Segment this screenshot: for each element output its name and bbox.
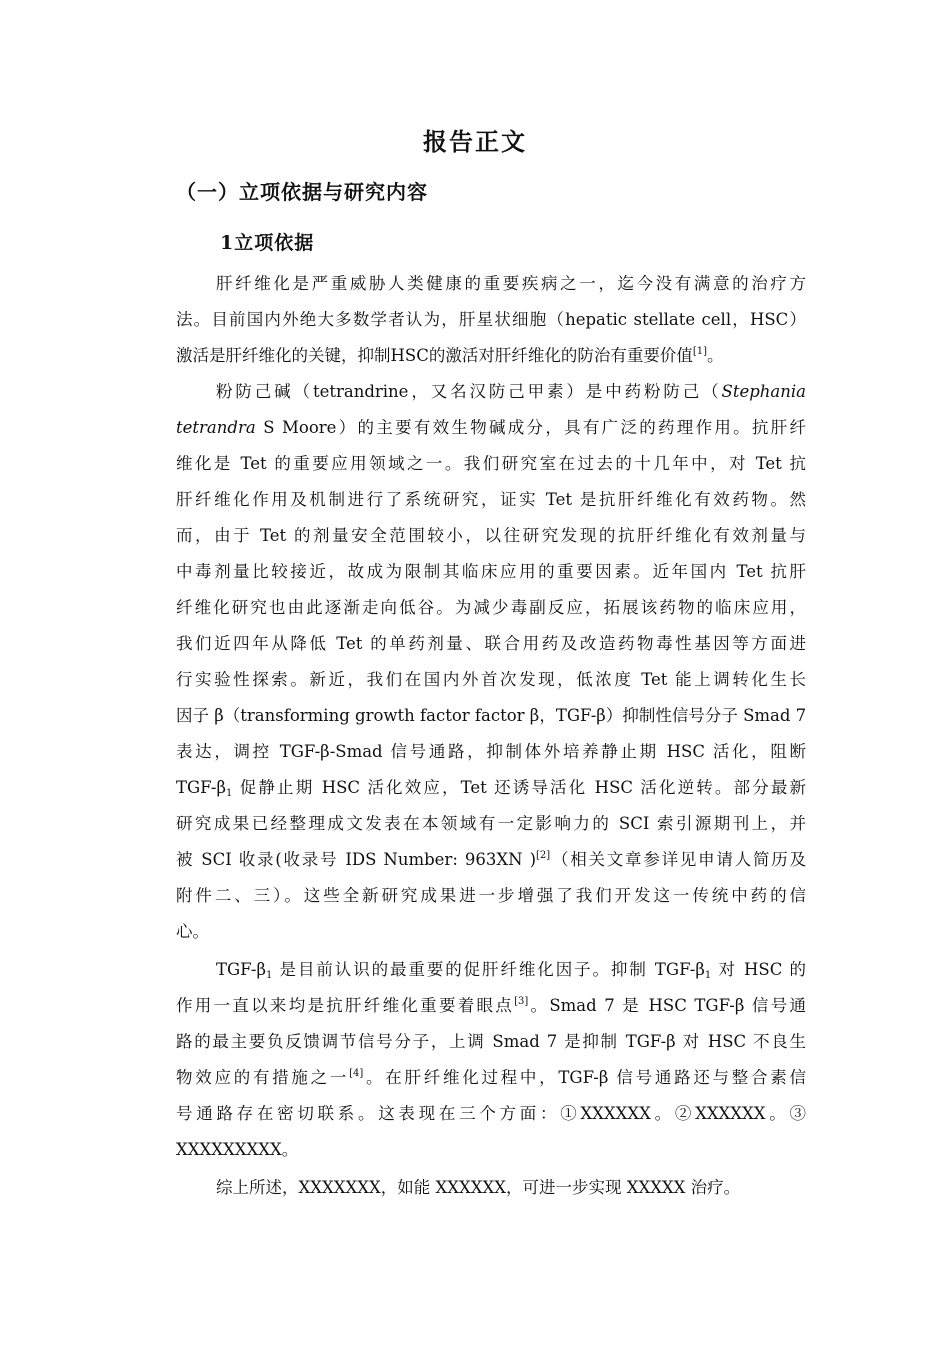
subsection-heading: 1立项依据 — [220, 232, 315, 254]
paragraph-line: 中毒剂量比较接近，故成为限制其临床应用的重要因素。近年国内 Tet 抗肝 — [176, 562, 806, 581]
text-run: 。Smad 7 是 HSC TGF-β 信号通 — [528, 996, 806, 1015]
subscript: 1 — [266, 970, 273, 981]
citation-ref: [4] — [349, 1068, 364, 1079]
section-heading: （一）立项依据与研究内容 — [176, 180, 428, 204]
text-run: 是目前认识的最重要的促肝纤维化因子。抑制 TGF-β — [272, 960, 705, 979]
paragraph-line: 肝纤维化是严重威胁人类健康的重要疾病之一，迄今没有满意的治疗方 — [216, 274, 806, 293]
paragraph-line: 纤维化研究也由此逐渐走向低谷。为减少毒副反应，拓展该药物的临床应用， — [176, 598, 806, 617]
citation-ref: [2] — [536, 850, 551, 861]
paragraph-line — [216, 380, 806, 404]
paragraph-line: 行实验性探索。新近，我们在国内外首次发现，低浓度 Tet 能上调转化生长 — [176, 670, 806, 689]
subscript: 1 — [226, 788, 233, 799]
paragraph-line: 研究成果已经整理成文发表在本领域有一定影响力的 SCI 索引源期刊上，并 — [176, 814, 806, 833]
italic-species-name: tetrandra — [176, 418, 256, 437]
text-run: 。在肝纤维化过程中，TGF-β 信号通路还与整合素信 — [363, 1068, 806, 1087]
paragraph-line — [176, 1066, 806, 1090]
text-run: 粉防己碱（tetrandrine，又名汉防己甲素）是中药粉防己（ — [216, 382, 722, 401]
text-run: 对 HSC 的 — [711, 960, 806, 979]
text-run: 。 — [707, 346, 724, 365]
paragraph-line — [176, 776, 806, 800]
text-run: 被 SCI 收录(收录号 IDS Number: 963XN ) — [176, 850, 537, 869]
paragraph-line: XXXXXXXXX。 — [176, 1140, 299, 1159]
text-run: 物效应的有措施之一 — [176, 1068, 350, 1087]
paragraph-line: 路的最主要负反馈调节信号分子，上调 Smad 7 是抑制 TGF-β 对 HSC 不良生 — [176, 1032, 806, 1051]
paragraph-line: 我们近四年从降低 Tet 的单药剂量、联合用药及改造药物毒性基因等方面进 — [176, 634, 806, 653]
text-run: S Moore）的主要有效生物碱成分，具有广泛的药理作用。抗肝纤 — [255, 418, 806, 437]
paragraph-line: 表达，调控 TGF-β-Smad 信号通路，抑制体外培养静止期 HSC 活化，阻断 — [176, 742, 806, 761]
paragraph-line: 因子 β（transforming growth factor factor β，TGF-β）抑制性信号分子 Smad 7 — [176, 706, 807, 725]
text-run: TGF-β — [216, 960, 267, 979]
paragraph-line — [216, 958, 806, 982]
text-run: （相关文章参详见申请人简历及 — [550, 850, 806, 869]
paragraph-line: 心。 — [176, 922, 209, 941]
text-run: 激活是肝纤维化的关键，抑制HSC的激活对肝纤维化的防治有重要价值 — [176, 346, 693, 365]
paragraph-line — [176, 416, 806, 440]
citation-ref: [1] — [692, 346, 707, 357]
paragraph-line: 而，由于 Tet 的剂量安全范围较小，以往研究发现的抗肝纤维化有效剂量与 — [176, 526, 806, 545]
italic-species-name: Stephania — [721, 382, 806, 401]
paragraph-line: 法。目前国内外绝大多数学者认为，肝星状细胞（hepatic stellate cell，HSC） — [176, 310, 806, 329]
paragraph-line: 综上所述，XXXXXXX，如能 XXXXXX，可进一步实现 XXXXX 治疗。 — [216, 1178, 741, 1197]
paragraph-line: 号通路存在密切联系。这表现在三个方面：①XXXXXX。②XXXXXX。③ — [176, 1104, 806, 1123]
paragraph-line: 肝纤维化作用及机制进行了系统研究，证实 Tet 是抗肝纤维化有效药物。然 — [176, 490, 806, 509]
page-title: 报告正文 — [423, 127, 527, 156]
paragraph-line — [176, 848, 806, 872]
text-run: 作用一直以来均是抗肝纤维化重要着眼点 — [176, 996, 515, 1015]
text-run: TGF-β — [176, 778, 227, 797]
paragraph-line — [176, 344, 806, 368]
paragraph-line: 附件二、三）。这些全新研究成果进一步增强了我们开发这一传统中药的信 — [176, 886, 806, 905]
citation-ref: [3] — [514, 996, 529, 1007]
subscript: 1 — [704, 970, 712, 981]
paragraph-line — [176, 994, 806, 1018]
paragraph-line: 维化是 Tet 的重要应用领域之一。我们研究室在过去的十几年中，对 Tet 抗 — [176, 454, 806, 473]
text-run: 促静止期 HSC 活化效应，Tet 还诱导活化 HSC 活化逆转。部分最新 — [232, 778, 806, 797]
